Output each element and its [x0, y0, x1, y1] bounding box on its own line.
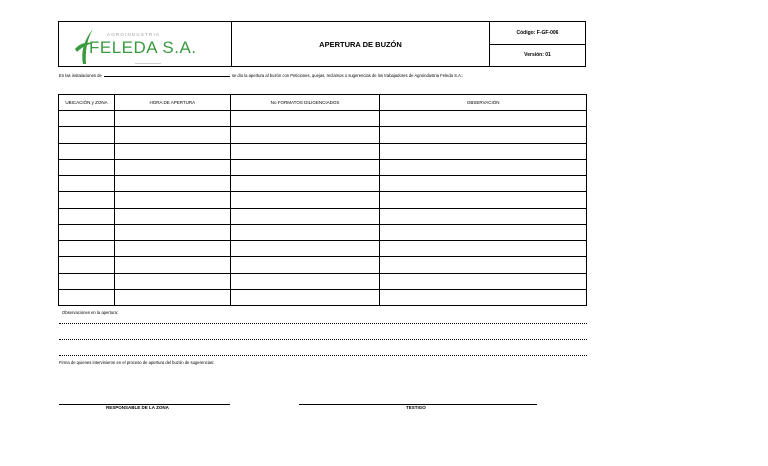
observation-line[interactable] — [59, 339, 587, 340]
document-version: Versión: 01 — [524, 52, 551, 59]
observations-label: Observaciones en la apertura: — [62, 310, 119, 315]
table-row — [59, 241, 587, 257]
title-cell — [232, 22, 490, 66]
opening-table — [58, 94, 587, 306]
table-cell[interactable] — [230, 273, 380, 289]
table-cell[interactable] — [380, 241, 587, 257]
table-cell[interactable] — [380, 273, 587, 289]
signature-label-responsible: RESPONSABLE DE LA ZONA — [106, 405, 169, 410]
table-cell[interactable] — [380, 176, 587, 192]
document-title: APERTURA DE BUZÓN — [319, 39, 402, 49]
company-logo — [59, 22, 232, 66]
table-cell[interactable] — [230, 159, 380, 175]
table-header-row — [59, 95, 587, 111]
table-cell[interactable] — [114, 273, 230, 289]
table-cell[interactable] — [230, 224, 380, 240]
header-forms-count: No FORMATOS DILIGENCIADOS — [230, 95, 380, 111]
table-row — [59, 143, 587, 159]
table-cell[interactable] — [59, 208, 115, 224]
intro-after: se dio la apertura al buzón con Peticiones, quejas, reclamos o sugerencias de los trabajadores de Agroindustria Feleda S.A.: — [231, 73, 464, 78]
signature-label-witness: TESTIGO — [406, 405, 426, 410]
table-cell[interactable] — [114, 257, 230, 273]
table-cell[interactable] — [59, 241, 115, 257]
table-cell[interactable] — [114, 111, 230, 127]
table-cell[interactable] — [230, 192, 380, 208]
table-cell[interactable] — [380, 159, 587, 175]
table-cell[interactable] — [59, 111, 115, 127]
table-cell[interactable] — [380, 289, 587, 305]
installations-blank[interactable] — [104, 76, 230, 77]
table-cell[interactable] — [230, 257, 380, 273]
table-row — [59, 176, 587, 192]
table-cell[interactable] — [114, 208, 230, 224]
table-cell[interactable] — [380, 208, 587, 224]
observation-line[interactable] — [59, 355, 587, 356]
header-opening-time: HORA DE APERTURA — [114, 95, 230, 111]
table-cell[interactable] — [380, 192, 587, 208]
table-row — [59, 224, 587, 240]
observation-line[interactable] — [59, 323, 587, 324]
table-row — [59, 159, 587, 175]
table-cell[interactable] — [59, 127, 115, 143]
table-row — [59, 289, 587, 305]
table-cell[interactable] — [230, 241, 380, 257]
table-cell[interactable] — [114, 289, 230, 305]
table-cell[interactable] — [114, 176, 230, 192]
table-cell[interactable] — [380, 111, 587, 127]
table-row — [59, 127, 587, 143]
table-cell[interactable] — [380, 143, 587, 159]
table-cell[interactable] — [59, 192, 115, 208]
table-cell[interactable] — [114, 224, 230, 240]
table-cell[interactable] — [59, 143, 115, 159]
intro-before: En las instalaciones de — [59, 73, 102, 78]
document-code: Código: F-GF-006 — [490, 22, 585, 45]
table-cell[interactable] — [59, 289, 115, 305]
table-body — [59, 111, 587, 306]
table-row — [59, 257, 587, 273]
header-location: UBICACIÓN y ZONA — [59, 95, 115, 111]
table-cell[interactable] — [114, 241, 230, 257]
table-cell[interactable] — [59, 273, 115, 289]
table-cell[interactable] — [114, 192, 230, 208]
logo-text: FELEDA S.A. — [89, 38, 197, 57]
document-header — [58, 21, 586, 67]
signature-note: Firma de quienes intervinieron en el proceso de apertura del buzón de sugerencias: — [59, 360, 215, 365]
table-cell[interactable] — [380, 224, 587, 240]
table-row — [59, 111, 587, 127]
table-cell[interactable] — [230, 176, 380, 192]
code-cell — [490, 22, 585, 66]
header-observation: OBSERVACIÓN — [380, 95, 587, 111]
table-cell[interactable] — [114, 127, 230, 143]
table-cell[interactable] — [114, 159, 230, 175]
logo-subtitle: AGROINDUSTRIA — [107, 32, 161, 37]
intro-text — [59, 73, 463, 78]
table-row — [59, 208, 587, 224]
table-cell[interactable] — [59, 159, 115, 175]
table-cell[interactable] — [380, 257, 587, 273]
table-cell[interactable] — [230, 111, 380, 127]
table-row — [59, 273, 587, 289]
table-cell[interactable] — [230, 127, 380, 143]
table-cell[interactable] — [230, 143, 380, 159]
logo-underline — [135, 63, 161, 64]
table-cell[interactable] — [380, 127, 587, 143]
table-cell[interactable] — [114, 143, 230, 159]
table-row — [59, 192, 587, 208]
table-cell[interactable] — [59, 176, 115, 192]
table-cell[interactable] — [230, 208, 380, 224]
table-cell[interactable] — [59, 224, 115, 240]
table-cell[interactable] — [230, 289, 380, 305]
table-cell[interactable] — [59, 257, 115, 273]
